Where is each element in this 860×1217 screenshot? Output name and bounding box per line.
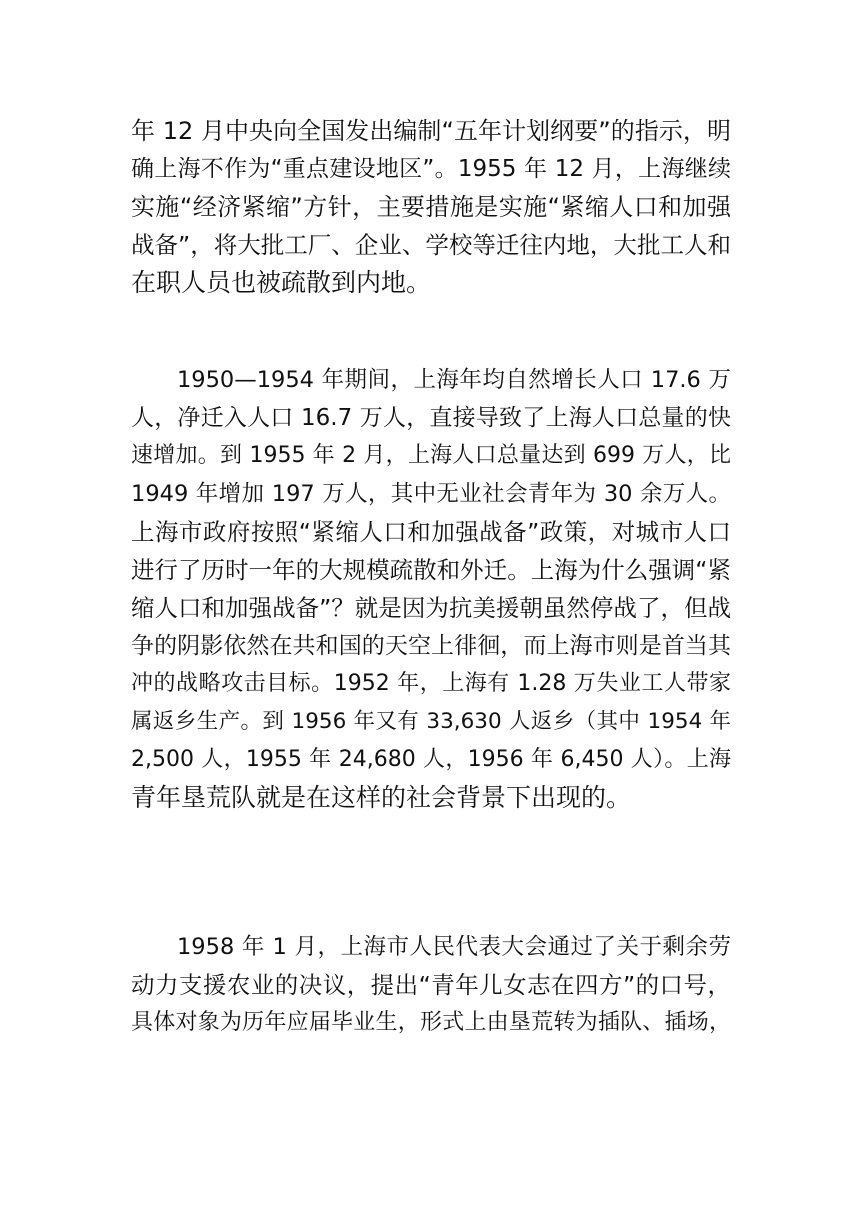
- text-line: 进行了历时一年的大规模疏散和外迁。上海为什么强调“紧: [131, 556, 731, 584]
- text-line: 实施“经济紧缩”方针，主要措施是实施“紧缩人口和加强: [131, 193, 731, 221]
- text-line: 在职人员也被疏散到内地。: [131, 268, 432, 297]
- text-line: 上海市政府按照“紧缩人口和加强战备”政策，对城市人口: [131, 518, 731, 546]
- text-line: 战备”，将大批工厂、企业、学校等迁往内地，大批工人和: [131, 231, 731, 259]
- text-line: 争的阴影依然在共和国的天空上徘徊，而上海市则是首当其: [131, 633, 731, 659]
- text-line: 1950—1954 年期间，上海年均自然增长人口 17.6 万: [131, 367, 731, 393]
- text-line: 1958 年 1 月，上海市人民代表大会通过了关于剩余劳: [131, 934, 731, 960]
- text-line: 1949 年增加 197 万人，其中无业社会青年为 30 余万人。: [131, 481, 731, 507]
- text-line: 2,500 人，1955 年 24,680 人，1956 年 6,450 人）。上海: [131, 747, 731, 772]
- paragraph-2: [131, 361, 731, 817]
- paragraph-3: [131, 928, 731, 1042]
- text-line: 确上海不作为“重点建设地区”。1955 年 12 月，上海继续: [131, 156, 731, 182]
- text-line: 属返乡生产。到 1956 年又有 33,630 人返乡（其中 1954 年: [131, 709, 731, 734]
- paragraph-1: [131, 112, 731, 302]
- text-line: 人，净迁入人口 16.7 万人，直接导致了上海人口总量的快: [131, 405, 731, 431]
- text-line: 青年垦荒队就是在这样的社会背景下出现的。: [131, 783, 632, 812]
- text-line: 冲的战略攻击目标。1952 年，上海有 1.28 万失业工人带家: [131, 671, 731, 696]
- text-line: 缩人口和加强战备”？就是因为抗美援朝虽然停战了，但战: [131, 594, 731, 622]
- text-line: 动力支援农业的决议，提出“青年儿女志在四方”的口号，: [131, 971, 731, 999]
- text-line: 速增加。到 1955 年 2 月，上海人口总量达到 699 万人，比: [131, 443, 731, 468]
- text-line: 年 12 月中央向全国发出编制“五年计划纲要”的指示，明: [131, 117, 731, 145]
- text-line: 具体对象为历年应届毕业生，形式上由垦荒转为插队、插场，: [131, 1010, 731, 1035]
